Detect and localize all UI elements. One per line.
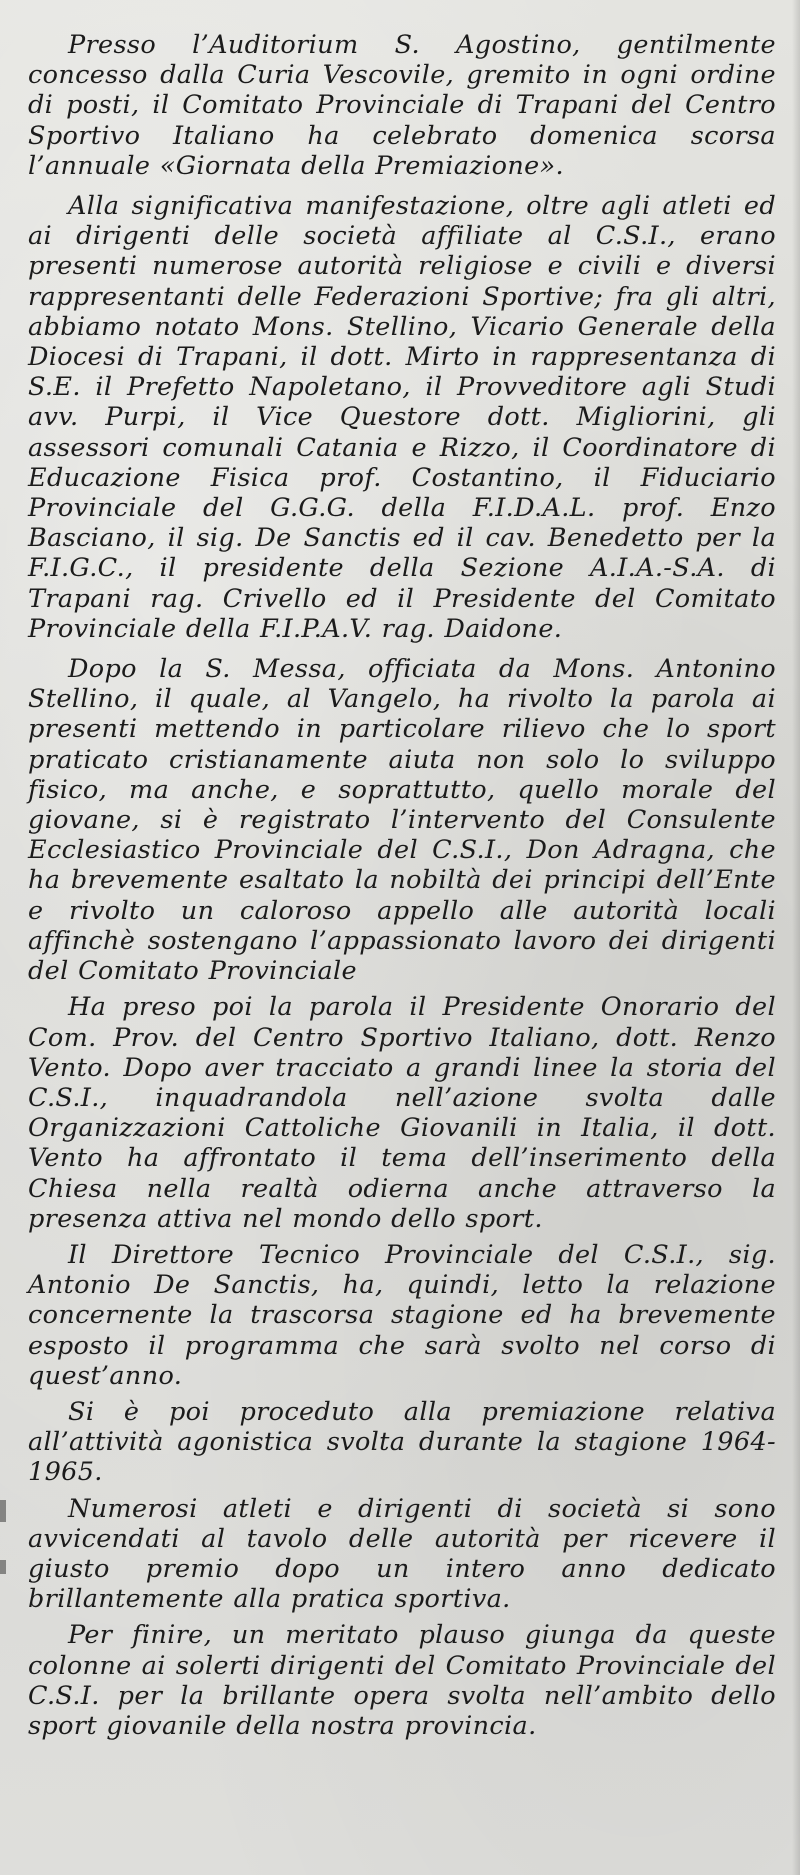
left-edge-mark: [0, 1560, 6, 1574]
paragraph-attendees: Alla significativa manifestazione, oltre agli atleti ed ai dirigenti delle società affiliate al C.S.I., erano presenti numerose autorità religiose e civili e diversi rappresentanti delle Federazioni Sportive; fra gli altri, abbiamo notato Mons. Stellino, Vicario Generale della Diocesi di Trapani, il dott. Mirto in rappresentanza di S.E. il Prefetto Napoletano, il Provveditore agli Studi avv. Purpi, il Vice Questore dott. Migliorini, gli assessori comunali Catania e Rizzo, il Coordinatore di Educazione Fisica prof. Costantino, il Fiduciario Provinciale del G.G.G. della F.I.D.A.L. prof. Enzo Basciano, il sig. De Sanctis ed il cav. Benedetto per la F.I.G.C., il presidente della Sezione A.I.A.-S.A. di Trapani rag. Crivello ed il Presidente del Comitato Provinciale della F.I.P.A.V. rag. Daidone.: [28, 191, 776, 644]
paragraph-awards: Si è poi proceduto alla premiazione relativa all’attività agonistica svolta durante la stagione 1964-1965.: [28, 1396, 776, 1488]
paragraph-technical-director: Il Direttore Tecnico Provinciale del C.S.I., sig. Antonio De Sanctis, ha, quindi, letto la relazione concernente la trascorsa stagione ed ha brevemente esposto il programma che sarà svolto nel corso di quest’anno.: [28, 1239, 776, 1391]
article-column: [28, 30, 776, 1741]
paragraph-closing: Per finire, un meritato plauso giunga da queste colonne ai solerti dirigenti del Comitato Provinciale del C.S.I. per la brillante opera svolta nell’ambito dello sport giovanile della nostra provincia.: [28, 1620, 776, 1741]
paragraph-president-speech: Ha preso poi la parola il Presidente Onorario del Com. Prov. del Centro Sportivo Italiano, dott. Renzo Vento. Dopo aver tracciato a grandi linee la storia del C.S.I., inquadrandola nell’azione svolta dalle Organizzazioni Cattoliche Giovanili in Italia, il dott. Vento ha affrontato il tema dell’inserimento della Chiesa nella realtà odierna anche attraverso la presenza attiva nel mondo dello sport.: [28, 992, 776, 1234]
paragraph-intro: Presso l’Auditorium S. Agostino, gentilmente concesso dalla Curia Vescovile, gremito in ogni ordine di posti, il Comitato Provinciale di Trapani del Centro Sportivo Italiano ha celebrato domenica scorsa l’annuale «Giornata della Premiazione».: [28, 30, 776, 181]
paragraph-athletes: Numerosi atleti e dirigenti di società si sono avvicendati al tavolo delle autorità per ricevere il giusto premio dopo un intero anno dedicato brillantemente alla pratica sportiva.: [28, 1493, 776, 1615]
paper-edge-shadow: [792, 0, 800, 1875]
paragraph-mass: Dopo la S. Messa, officiata da Mons. Antonino Stellino, il quale, al Vangelo, ha rivolto la parola ai presenti mettendo in particolare rilievo che lo sport praticato cristianamente aiuta non solo lo sviluppo fisico, ma anche, e soprattutto, quello morale del giovane, si è registrato l’intervento del Consulente Ecclesiastico Provinciale del C.S.I., Don Adragna, che ha brevemente esaltato la nobiltà dei principi dell’Ente e rivolto un caloroso appello alle autorità locali affinchè sostengano l’appassionato lavoro dei dirigenti del Comitato Provinciale: [28, 654, 776, 987]
left-edge-mark: [0, 1500, 6, 1522]
